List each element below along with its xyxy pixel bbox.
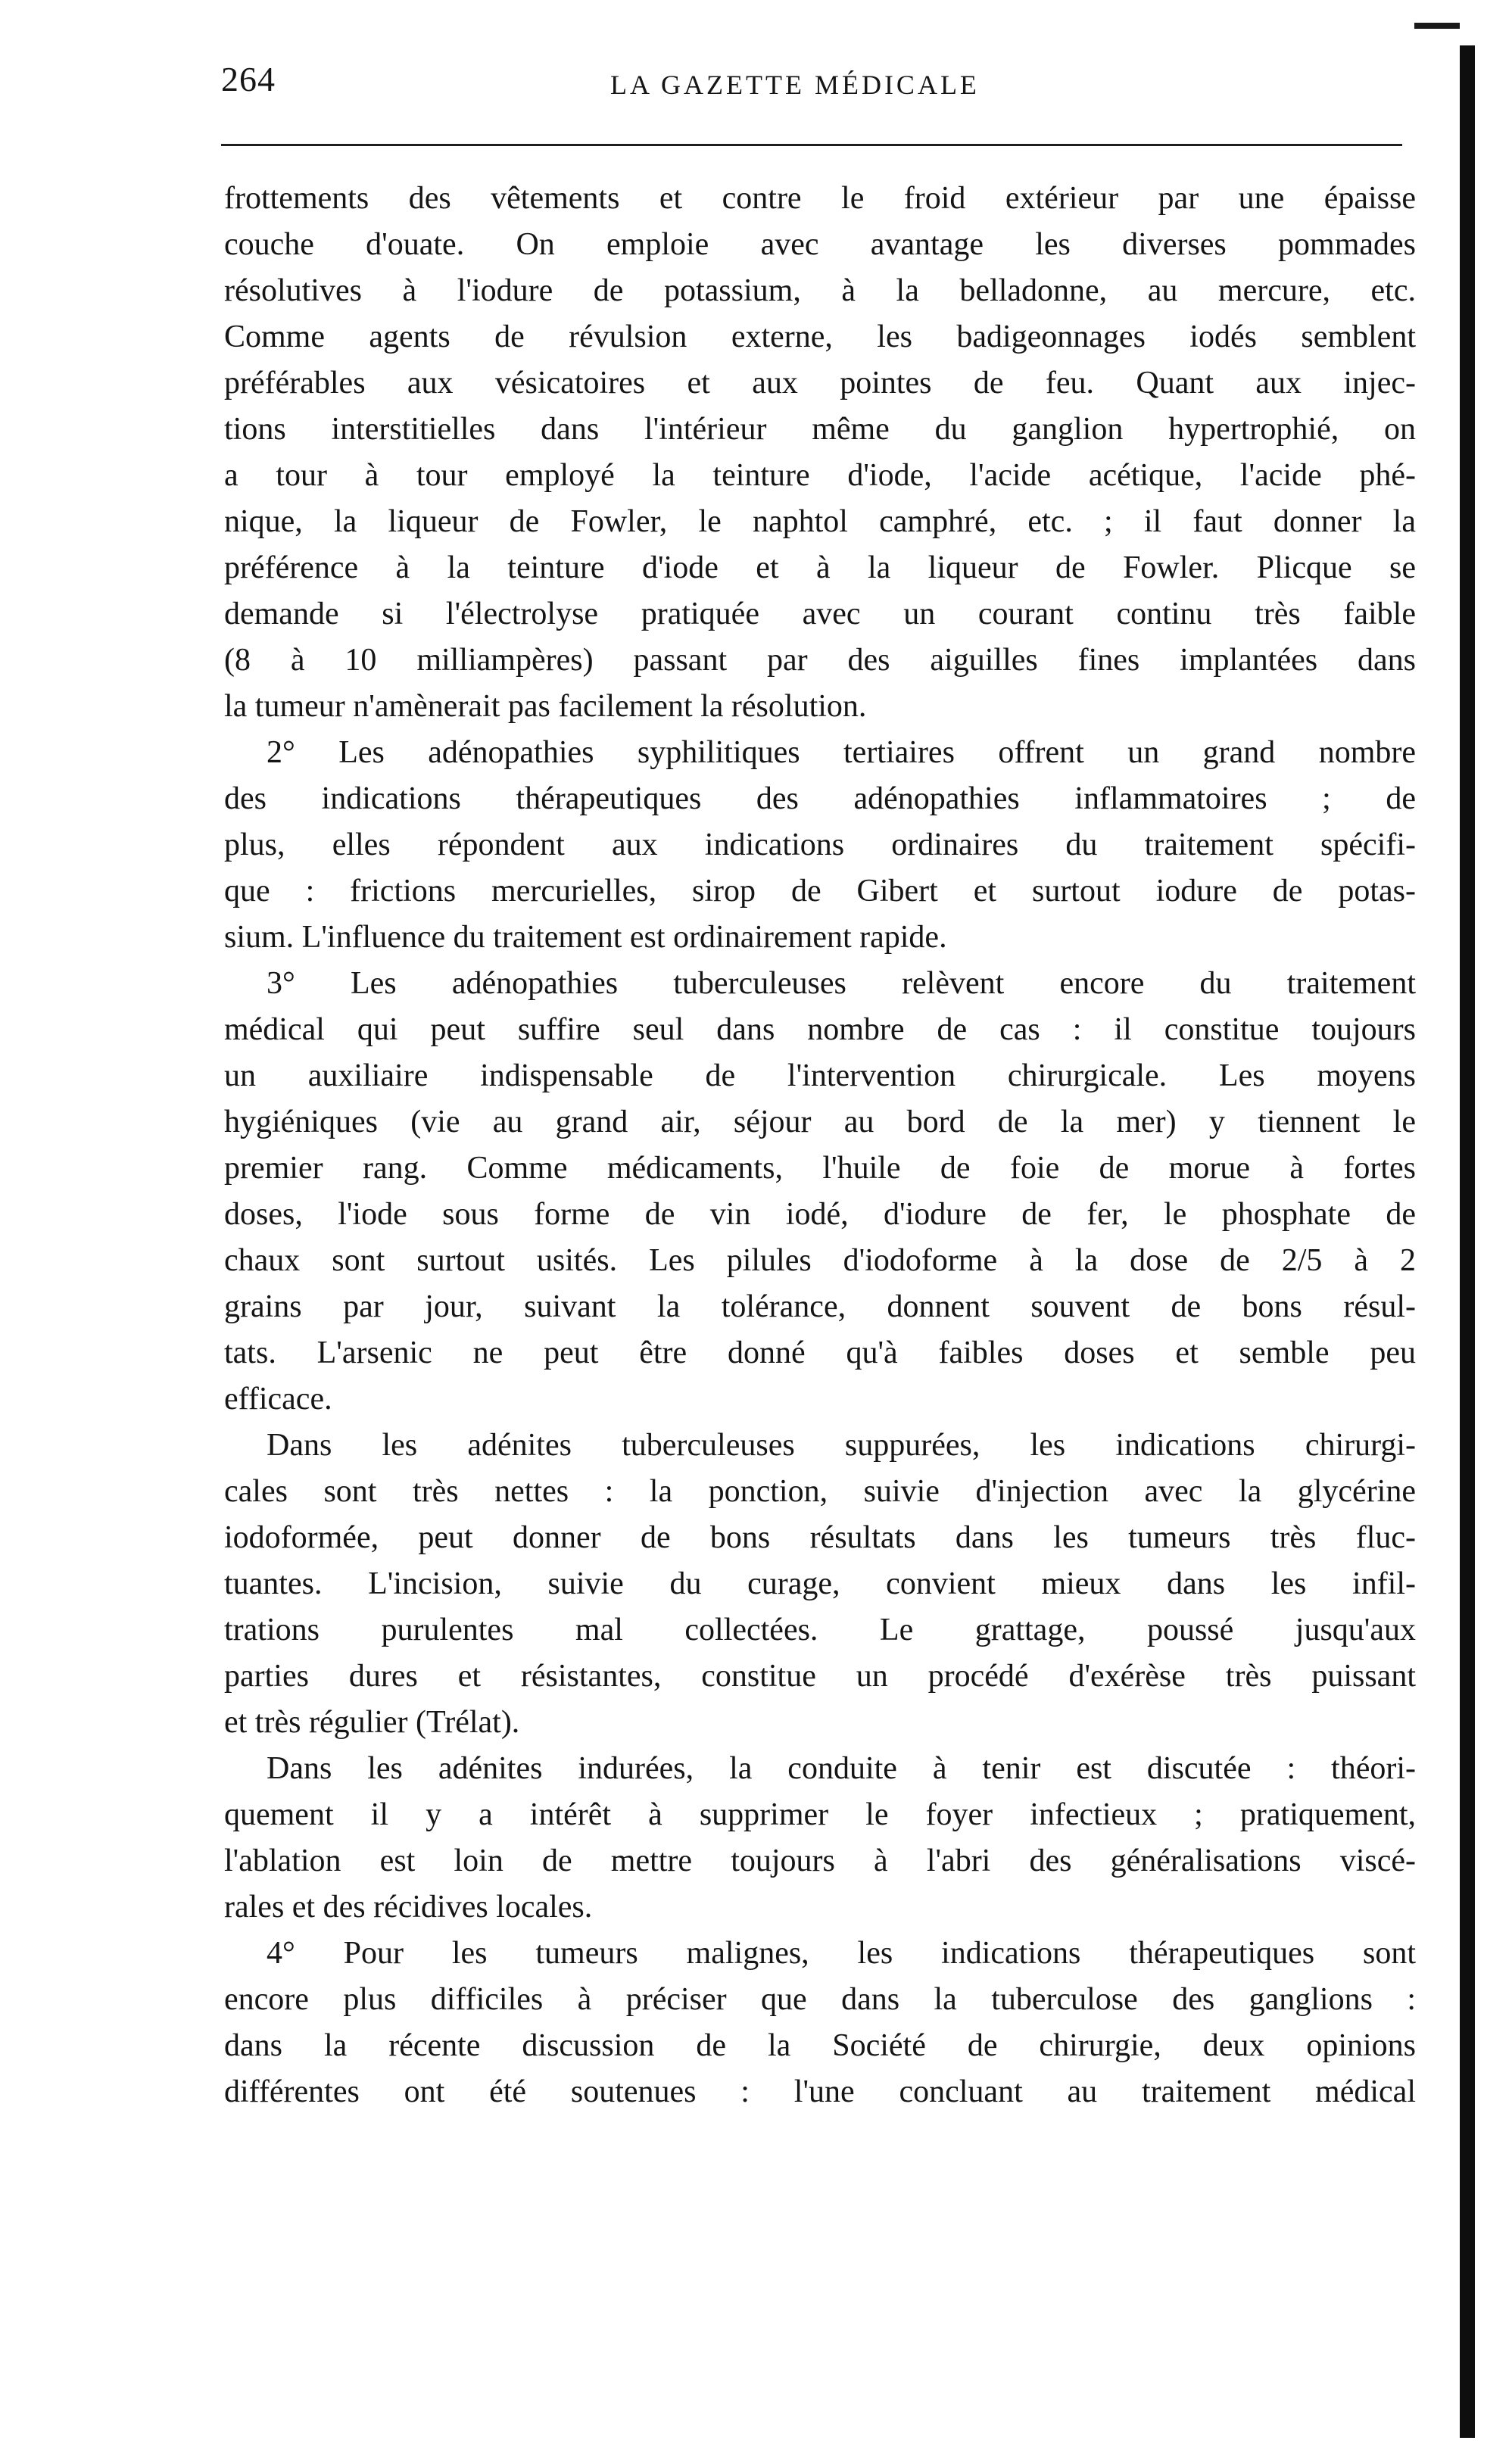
text-line: doses, l'iode sous forme de vin iodé, d'iodure de fer, le phosphate de (224, 1197, 1416, 1232)
text-line: sium. L'influence du traitement est ordinairement rapide. (224, 920, 947, 955)
text-line: nique, la liqueur de Fowler, le naphtol camphré, etc. ; il faut donner la (224, 504, 1416, 539)
text-line: tions interstitielles dans l'intérieur même du ganglion hypertrophié, on (224, 412, 1416, 447)
paragraph (224, 961, 1416, 1423)
text-line: demande si l'électrolyse pratiquée avec un courant continu très faible (224, 597, 1416, 631)
paragraph (224, 1746, 1416, 1931)
running-head: LA GAZETTE MÉDICALE (610, 70, 980, 100)
text-line: que : frictions mercurielles, sirop de Gibert et surtout iodure de potas- (224, 874, 1416, 909)
text-line: tats. L'arsenic ne peut être donné qu'à faibles doses et semble peu (224, 1336, 1416, 1370)
page-number: 264 (221, 60, 276, 98)
text-line: cales sont très nettes : la ponction, suivie d'injection avec la glycérine (224, 1474, 1416, 1509)
text-line: des indications thérapeutiques des adénopathies inflammatoires ; de (224, 781, 1416, 816)
text-line: 2° Les adénopathies syphilitiques tertiaires offrent un grand nombre (267, 735, 1416, 770)
text-line: Dans les adénites indurées, la conduite à tenir est discutée : théori- (267, 1751, 1416, 1786)
text-line: efficace. (224, 1382, 332, 1417)
paragraph (224, 1423, 1416, 1746)
text-line: Dans les adénites tuberculeuses suppurées, les indications chirurgi- (267, 1428, 1416, 1463)
text-line: tuantes. L'incision, suivie du curage, convient mieux dans les infil- (224, 1566, 1416, 1601)
text-line: rales et des récidives locales. (224, 1890, 593, 1925)
text-line: dans la récente discussion de la Société de chirurgie, deux opinions (224, 2028, 1416, 2063)
right-edge-mark (1414, 23, 1460, 29)
text-line: parties dures et résistantes, constitue un procédé d'exérèse très puissant (224, 1659, 1416, 1694)
text-line: (8 à 10 milliampères) passant par des aiguilles fines implantées dans (224, 643, 1416, 678)
text-line: résolutives à l'iodure de potassium, à la belladonne, au mercure, etc. (224, 273, 1416, 308)
text-line: Comme agents de révulsion externe, les badigeonnages iodés semblent (224, 319, 1416, 354)
text-line: préférables aux vésicatoires et aux pointes de feu. Quant aux injec- (224, 366, 1416, 401)
text-line: et très régulier (Trélat). (224, 1705, 520, 1740)
text-line: l'ablation est loin de mettre toujours à l'abri des généralisations viscé- (224, 1844, 1416, 1878)
body-text (224, 176, 1416, 2115)
paragraph (224, 176, 1416, 730)
text-line: trations purulentes mal collectées. Le grattage, poussé jusqu'aux (224, 1613, 1416, 1647)
text-line: médical qui peut suffire seul dans nombre de cas : il constitue toujours (224, 1012, 1416, 1047)
text-line: différentes ont été soutenues : l'une concluant au traitement médical (224, 2074, 1416, 2109)
text-line: plus, elles répondent aux indications ordinaires du traitement spécifi- (224, 827, 1416, 862)
text-line: la tumeur n'amènerait pas facilement la résolution. (224, 689, 867, 724)
paragraph (224, 1931, 1416, 2115)
text-line: couche d'ouate. On emploie avec avantage les diverses pommades (224, 227, 1416, 262)
text-line: frottements des vêtements et contre le froid extérieur par une épaisse (224, 181, 1416, 216)
text-line: grains par jour, suivant la tolérance, donnent souvent de bons résul- (224, 1289, 1416, 1324)
text-line: préférence à la teinture d'iode et à la liqueur de Fowler. Plicque se (224, 550, 1416, 585)
text-line: encore plus difficiles à préciser que dans la tuberculose des ganglions : (224, 1982, 1416, 2017)
text-line: hygiéniques (vie au grand air, séjour au bord de la mer) y tiennent le (224, 1105, 1416, 1139)
header-rule (221, 144, 1402, 146)
text-line: premier rang. Comme médicaments, l'huile de foie de morue à fortes (224, 1151, 1416, 1186)
text-line: 4° Pour les tumeurs malignes, les indications thérapeutiques sont (267, 1936, 1416, 1971)
text-line: chaux sont surtout usités. Les pilules d'iodoforme à la dose de 2/5 à 2 (224, 1243, 1416, 1278)
paragraph (224, 730, 1416, 961)
text-line: 3° Les adénopathies tuberculeuses relèvent encore du traitement (267, 966, 1416, 1001)
text-line: quement il y a intérêt à supprimer le foyer infectieux ; pratiquement, (224, 1797, 1416, 1832)
text-line: un auxiliaire indispensable de l'intervention chirurgicale. Les moyens (224, 1058, 1416, 1093)
text-line: iodoformée, peut donner de bons résultats dans les tumeurs très fluc- (224, 1520, 1416, 1555)
right-edge-bar (1460, 45, 1475, 2438)
text-line: a tour à tour employé la teinture d'iode, l'acide acétique, l'acide phé- (224, 458, 1416, 493)
